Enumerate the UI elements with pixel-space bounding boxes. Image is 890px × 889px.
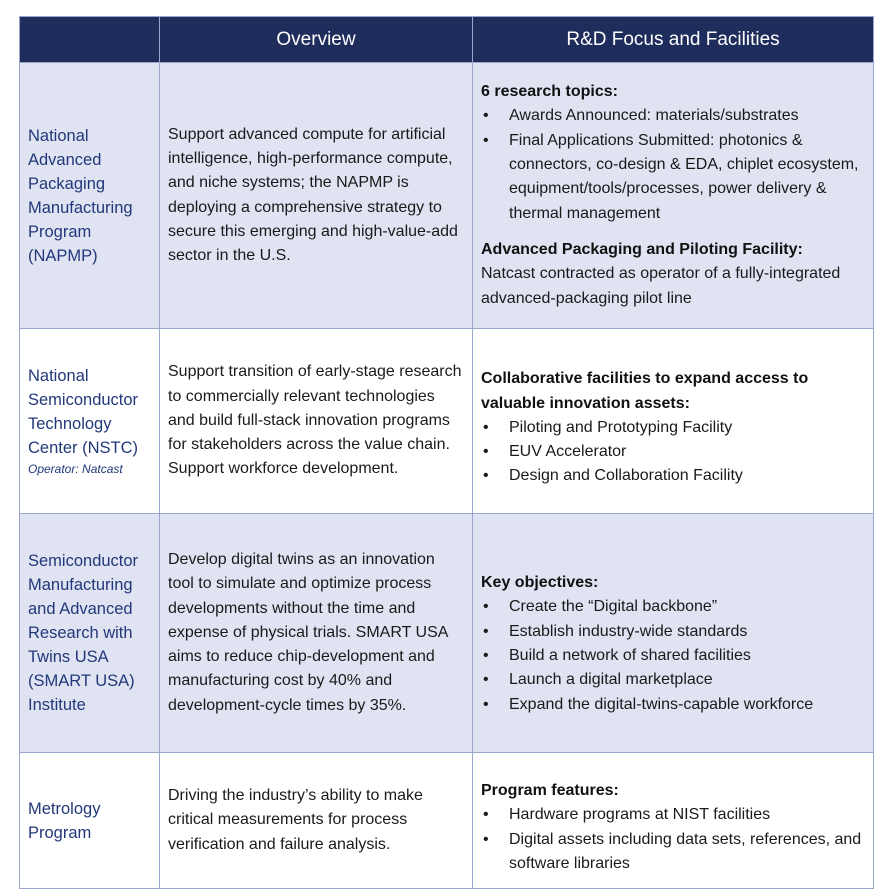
focus-bullet-list xyxy=(481,595,865,716)
focus-heading-2: Advanced Packaging and Piloting Facility: xyxy=(481,240,803,258)
header-overview: Overview xyxy=(160,17,473,63)
header-rd-focus: R&D Focus and Facilities xyxy=(473,17,874,63)
focus-text-2: Natcast contracted as operator of a fully-integrated advanced-packaging pilot line xyxy=(481,265,841,307)
program-focus xyxy=(473,753,874,889)
focus-bullet: • Establish industry-wide standards xyxy=(481,620,865,644)
table-row-smart-usa xyxy=(20,514,874,753)
program-name: National Semiconductor Technology Center (NSTC) xyxy=(28,367,139,457)
header-row xyxy=(20,17,874,63)
focus-bullet-list xyxy=(481,416,865,489)
focus-bullet: • Build a network of shared facilities xyxy=(481,644,865,668)
focus-bullet-list xyxy=(481,104,865,225)
program-overview: Support advanced compute for artificial intelligence, high-performance compute, and niche systems; the NAPMP is deploying a comprehensive strategy to secure this emerging and high-value-add sector in the U.S. xyxy=(160,63,473,329)
program-overview: Driving the industry’s ability to make critical measurements for process verification and failure analysis. xyxy=(160,753,473,889)
focus-heading: Collaborative facilities to expand access to valuable innovation assets: xyxy=(481,370,809,412)
focus-bullet: • Launch a digital marketplace xyxy=(481,668,865,692)
programs-table xyxy=(19,16,874,889)
program-operator: Operator: Natcast xyxy=(28,462,123,476)
focus-heading: 6 research topics: xyxy=(481,83,618,101)
program-overview: Support transition of early-stage research to commercially relevant technologies and build full-stack innovation programs for stakeholders across the value chain. Support workforce development. xyxy=(160,329,473,514)
focus-bullet-list xyxy=(481,803,865,876)
focus-bullet: • Design and Collaboration Facility xyxy=(481,464,865,488)
program-focus xyxy=(473,329,874,514)
program-name-cell xyxy=(20,329,160,514)
program-focus xyxy=(473,514,874,753)
focus-bullet: • EUV Accelerator xyxy=(481,440,865,464)
program-overview: Develop digital twins as an innovation tool to simulate and optimize process developments without the time and expense of physical trials. SMART USA aims to reduce chip-development and manufacturing cost by 40% and development-cycle times by 35%. xyxy=(160,514,473,753)
focus-bullet: • Awards Announced: materials/substrates xyxy=(481,104,865,128)
program-focus xyxy=(473,63,874,329)
focus-heading: Program features: xyxy=(481,781,619,799)
focus-bullet: • Piloting and Prototyping Facility xyxy=(481,416,865,440)
table-row-metrology xyxy=(20,753,874,889)
focus-bullet: • Create the “Digital backbone” xyxy=(481,595,865,619)
program-name: Semiconductor Manufacturing and Advanced Research with Twins USA (SMART USA) Institute xyxy=(20,514,160,753)
focus-bullet: • Digital assets including data sets, references, and software libraries xyxy=(481,828,865,877)
table-row-nstc xyxy=(20,329,874,514)
program-name: Metrology Program xyxy=(20,753,160,889)
table-row-napmp xyxy=(20,63,874,329)
focus-bullet: • Hardware programs at NIST facilities xyxy=(481,803,865,827)
focus-heading: Key objectives: xyxy=(481,574,599,592)
focus-bullet: • Expand the digital-twins-capable workforce xyxy=(481,693,865,717)
focus-bullet: • Final Applications Submitted: photonics & connectors, co-design & EDA, chiplet ecosystem, equipment/tools/processes, power delivery & thermal management xyxy=(481,129,865,226)
program-name: National Advanced Packaging Manufacturing Program (NAPMP) xyxy=(20,63,160,329)
header-empty-cell xyxy=(20,17,160,63)
